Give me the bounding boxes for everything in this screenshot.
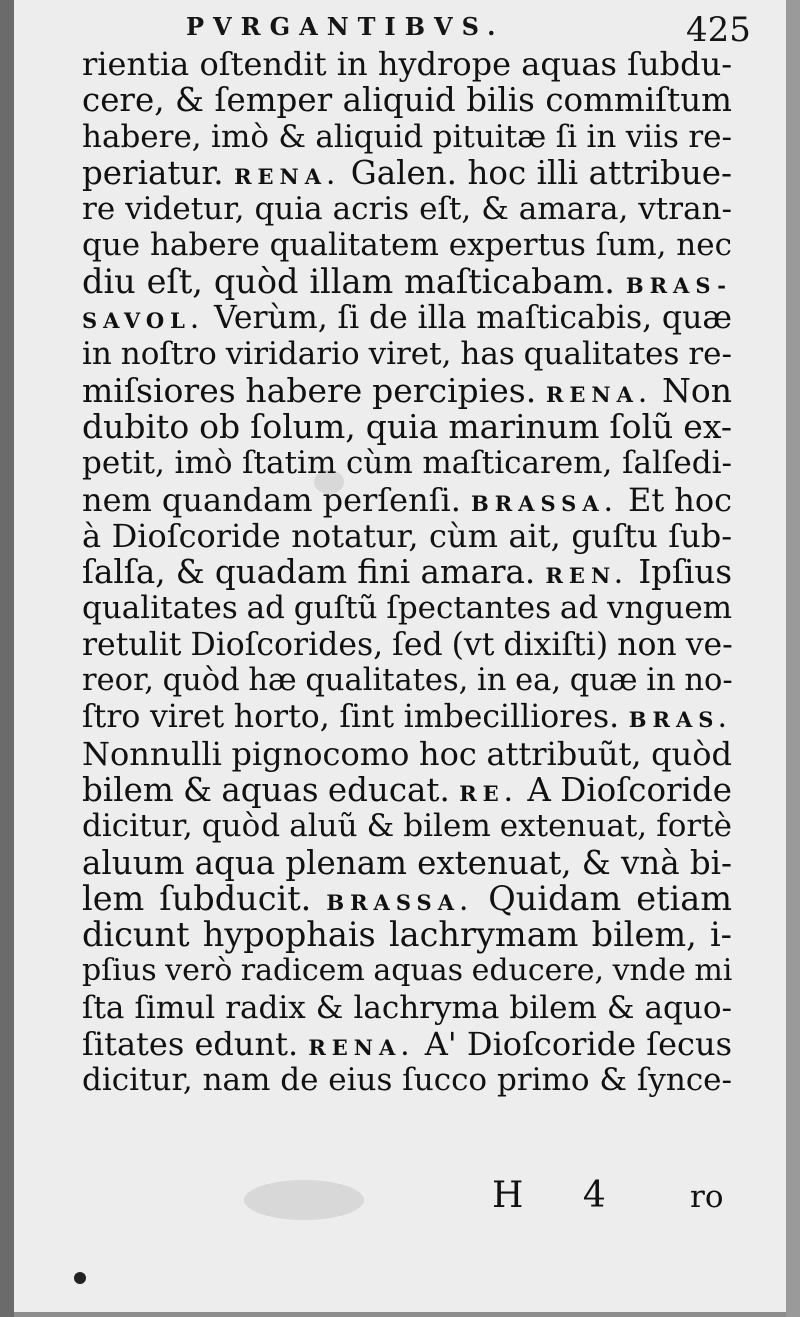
- text-line: [82, 917, 732, 953]
- text-line: [82, 590, 732, 626]
- text-line: [82, 878, 732, 918]
- text-segment: A Dioſcoride: [517, 770, 732, 809]
- text-segment: nem quandam perſenſi.: [82, 480, 471, 519]
- text-segment: periatur.: [82, 153, 235, 192]
- speaker-name: RENA.: [234, 163, 341, 189]
- text-line: [82, 663, 732, 699]
- page-number: 425: [686, 10, 751, 50]
- text-line: [82, 155, 732, 191]
- text-segment: diu eſt, quòd illam maſticabam.: [82, 261, 626, 301]
- text-segment: cere, & ſemper aliquid bilis commiſtum: [82, 81, 732, 120]
- text-segment: à Dioſcoride notatur, cùm ait, guſtu ſub-: [82, 516, 732, 555]
- text-segment: in noſtro viridario viret, has qualitates re-: [82, 336, 732, 373]
- text-line: [82, 445, 732, 481]
- book-page: [14, 0, 786, 1312]
- text-line: [82, 554, 732, 590]
- body-text: [82, 46, 732, 1099]
- text-segment: reor, quòd hæ qualitates, in ea, quæ in no-: [82, 663, 733, 699]
- text-line: [82, 990, 732, 1026]
- text-segment: retulit Dioſcorides, ſed (vt dixiſti) non ve-: [82, 626, 733, 663]
- text-line: [82, 119, 732, 155]
- text-segment: ſtro viret horto, ſint imbecilliores.: [82, 699, 629, 736]
- speaker-name: RENA.: [308, 1035, 415, 1061]
- text-line: [82, 736, 732, 772]
- text-segment: que habere qualitatem expertus ſum, nec: [82, 227, 732, 264]
- text-line: [82, 482, 732, 518]
- text-line: [82, 336, 732, 372]
- text-line: [82, 1026, 732, 1062]
- text-line: [82, 518, 732, 554]
- text-segment: aluum aqua plenam extenuat, & vnà bi-: [82, 843, 732, 882]
- text-segment: dicunt hypophais lachrymam bilem, i-: [82, 915, 732, 955]
- text-line: [82, 300, 732, 336]
- text-line: [82, 627, 732, 663]
- text-line: [82, 772, 732, 808]
- text-line: [82, 699, 732, 735]
- ink-dot: [74, 1272, 86, 1284]
- text-segment: ſta ſimul radix & lachryma bilem & aquo-: [82, 989, 732, 1026]
- text-segment: pſius verò radicem aquas educere, vnde mi: [82, 953, 733, 989]
- text-segment: Quidam etiam: [473, 878, 732, 918]
- text-segment: A' Dioſcoride ſecus: [414, 1025, 733, 1064]
- text-segment: dubito ob ſolum, quia marinum ſolũ ex-: [82, 406, 732, 446]
- text-line: [82, 191, 732, 227]
- speaker-name: BRAS-: [625, 272, 732, 298]
- text-segment: lem ſubducit.: [82, 878, 327, 918]
- text-segment: habere, imò & aliquid pituitæ ſi in viis re-: [82, 118, 732, 155]
- speaker-name: BRAS.: [628, 707, 732, 733]
- text-segment: petit, imò ſtatim cùm maſticarem, ſalſedi-: [82, 445, 732, 482]
- speaker-name: RE.: [459, 780, 518, 806]
- text-segment: dicitur, quòd aluũ & bilem extenuat, fortè: [82, 808, 732, 845]
- text-line: [82, 406, 732, 446]
- text-line: [82, 261, 732, 301]
- text-segment: Ipſius: [628, 553, 733, 592]
- text-segment: ſalſa, & quadam fini amara.: [82, 553, 546, 592]
- text-line: [82, 46, 732, 82]
- text-line: [82, 953, 732, 989]
- page-edge: [786, 0, 800, 1317]
- text-segment: Nonnulli pignocomo hoc attribuũt, quòd: [82, 734, 732, 773]
- page-gutter-shadow: [0, 0, 14, 1317]
- text-segment: Non: [652, 370, 732, 410]
- text-segment: rientia oſtendit in hydrope aquas ſubdu-: [82, 45, 732, 83]
- text-segment: Verùm, ſi de illa maſticabis, quæ: [204, 300, 732, 337]
- text-line: [82, 370, 732, 410]
- speaker-name: BRASSA.: [326, 889, 474, 915]
- text-line: [82, 227, 732, 263]
- text-segment: ſitates edunt.: [82, 1025, 309, 1064]
- text-line: [82, 808, 732, 844]
- signature-mark: H 4: [492, 1175, 630, 1216]
- speaker-name: SAVOL.: [82, 308, 205, 334]
- text-line: [82, 845, 732, 881]
- text-segment: qualitates ad guſtũ ſpectantes ad vnguem: [82, 590, 733, 627]
- speaker-name: RENA.: [545, 381, 653, 407]
- text-segment: re videtur, quia acris eſt, & amara, vtran-: [82, 191, 732, 228]
- page-footer: [14, 1175, 786, 1225]
- text-segment: miſsiores habere percipies.: [82, 370, 546, 410]
- text-line: [82, 82, 732, 118]
- text-line: [82, 1062, 732, 1098]
- text-segment: Galen. hoc illi attribue-: [340, 153, 732, 192]
- catchword: ro: [690, 1179, 724, 1215]
- text-segment: Et hoc: [617, 480, 733, 519]
- page-header: [14, 12, 786, 48]
- running-head: PVRGANTIBVS.: [186, 12, 505, 41]
- speaker-name: BRASSA.: [470, 490, 618, 516]
- text-segment: bilem & aquas educat.: [82, 770, 460, 809]
- speaker-name: REN.: [545, 563, 629, 589]
- text-segment: dicitur, nam de eius ſucco primo & ſynce-: [82, 1062, 732, 1099]
